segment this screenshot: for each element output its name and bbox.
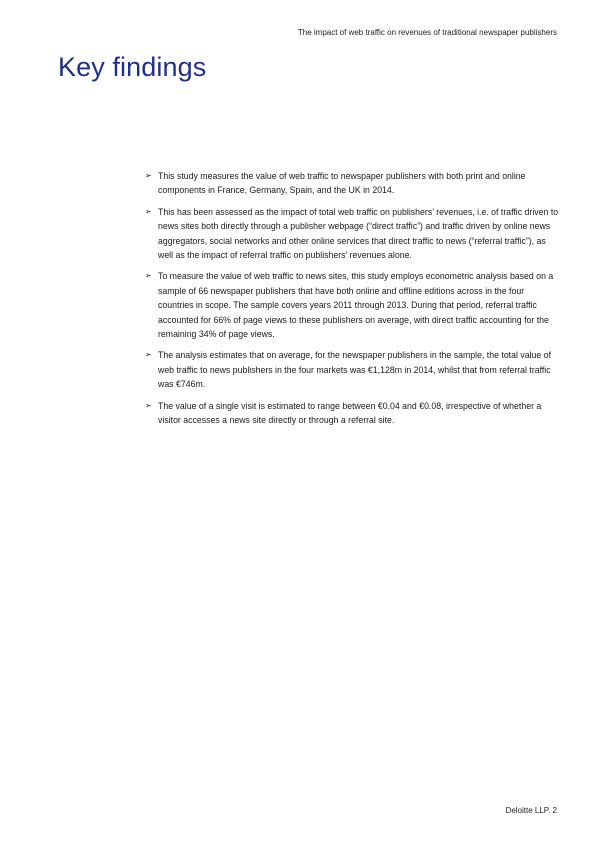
finding-item <box>145 205 560 263</box>
finding-item <box>145 348 560 391</box>
running-header: The impact of web traffic on revenues of traditional newspaper publishers <box>297 28 557 37</box>
key-findings-list <box>145 169 560 435</box>
finding-text: This has been assessed as the impact of total web traffic on publishers’ revenues, i.e. of traffic driven to news sites both directly through a publisher webpage (“direct traffic”) and traffic driven by online news aggregators, social networks and other online services that direct traffic to news (“referral traffic”), as well as the impact of referral traffic on publishers’ revenues alone. <box>158 206 559 261</box>
finding-text: The analysis estimates that on average, for the newspaper publishers in the sample, the total value of web traffic to news publishers in the four markets was €1,128m in 2014, whilst that from referral traffic was €746m. <box>158 350 552 390</box>
arrow-bullet-icon: ➢ <box>145 400 152 410</box>
finding-item <box>145 269 560 341</box>
arrow-bullet-icon: ➢ <box>145 271 152 281</box>
page-title: Key findings <box>58 52 207 82</box>
finding-text: This study measures the value of web traffic to newspaper publishers with both print and online components in France, Germany, Spain, and the UK in 2014. <box>158 171 526 196</box>
finding-text: To measure the value of web traffic to news sites, this study employs econometric analysis based on a sample of 66 newspaper publishers that have both online and offline editions across in the four countries in scope. The sample covers years 2011 through 2013. During that period, referral traffic accounted for 66% of page views to these publishers on average, with direct traffic accounting for the remaining 34% of page views. <box>158 271 554 340</box>
arrow-bullet-icon: ➢ <box>145 206 152 216</box>
page-footer: Deloitte LLP. 2 <box>505 806 557 815</box>
arrow-bullet-icon: ➢ <box>145 350 152 360</box>
arrow-bullet-icon: ➢ <box>145 171 152 180</box>
finding-text: The value of a single visit is estimated to range between €0.04 and €0.08, irrespective of whether a visitor accesses a news site directly or through a referral site. <box>158 400 542 426</box>
finding-item <box>145 169 560 198</box>
finding-item <box>145 399 560 428</box>
